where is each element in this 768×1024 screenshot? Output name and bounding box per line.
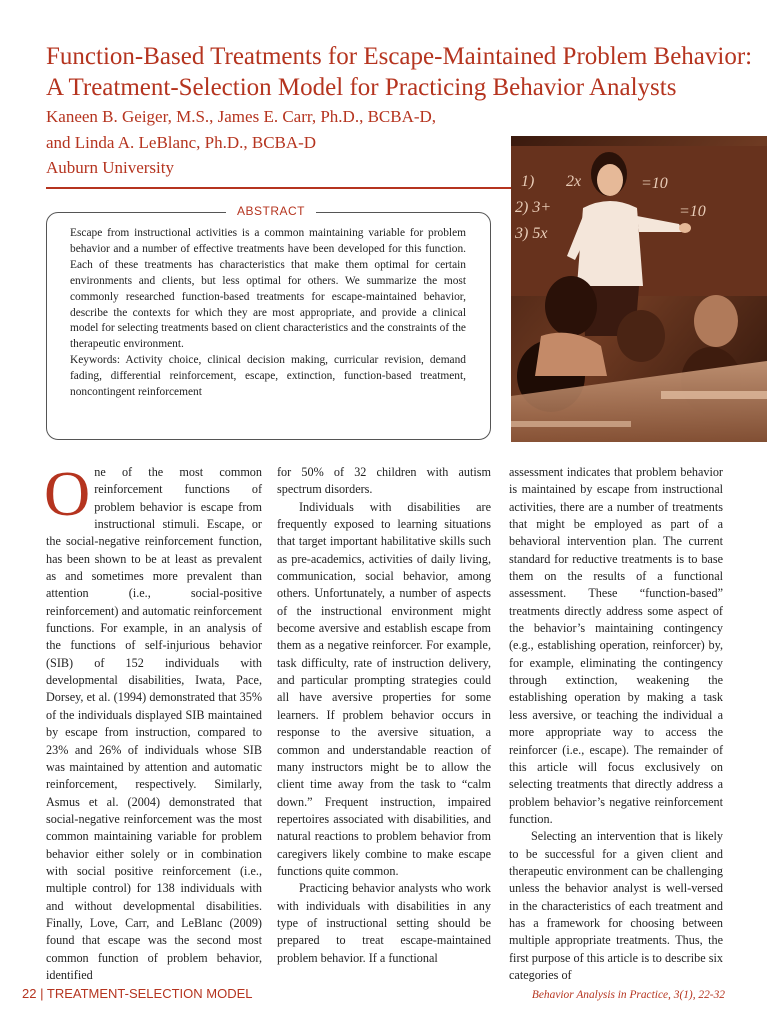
authors-line-1: Kaneen B. Geiger, M.S., James E. Carr, Ph.D., BCBA-D, xyxy=(46,107,437,126)
authors-line-2: and Linda A. LeBlanc, Ph.D., BCBA-D xyxy=(46,133,317,152)
board-text-3: =10 xyxy=(641,175,668,192)
footer-running-head xyxy=(22,985,253,1003)
board-text-5: =10 xyxy=(679,203,706,220)
board-text-4: 2) 3+ xyxy=(515,199,552,216)
col1-paragraph-1: ne of the most common reinforcement functions of problem behavior is escape from instructional stimuli. Escape, or the social-negative reinforcement function, has been shown to be at least as prevalent as and sometimes more prevalent than attention (i.e., social-positive reinforcement) and automatic reinforcement functions. For example, in an analysis of the functions of self-injurious behavior (SIB) of 152 individuals with developmental disabilities, Iwata, Pace, Dorsey, et al. (1994) demonstrated that 35% of the individuals displayed SIB maintained by escape from instruction, compared to 23% and 26% of individuals whose SIB was maintained by attention and automatic reinforcement, respectively. Similarly, Asmus et al. (2004) demonstrated that social-negative reinforcement was the most common maintaining variable for problem behavior either solely or in combination with social positive reinforcement (i.e., multiple control) for 138 individuals with and without developmental disabilities. Finally, Love, Carr, and LeBlanc (2009) found that escape was the second most common function of problem behavior, identified xyxy=(46,465,262,982)
header-rule xyxy=(46,187,511,189)
footer-separator: | xyxy=(40,986,44,1001)
body-column-1 xyxy=(44,458,262,984)
abstract-keywords: Keywords: Activity choice, clinical decision making, curricular revision, demand fading, differential reinforcement, escape, extinction, function-based treatment, noncontingent reinforcement xyxy=(70,354,466,399)
col3-paragraph-2: Selecting an intervention that is likely to be successful for a given client and therapeutic environment can be challenging unless the behavior analyst is well-versed in the characteristics of each treatment and has a framework for choosing between multiple appropriate treatments. Thus, the first purpose of this article is to describe six categories of xyxy=(509,829,723,982)
abstract-heading: ABSTRACT xyxy=(226,203,316,219)
classroom-photo xyxy=(511,136,767,442)
col2-paragraph-1: for 50% of 32 children with autism spectrum disorders. xyxy=(277,465,491,497)
abstract-text xyxy=(70,226,466,401)
article-title-line-2: A Treatment-Selection Model for Practicing Behavior Analysts xyxy=(46,74,677,101)
body-column-3 xyxy=(509,464,723,984)
col2-paragraph-3: Practicing behavior analysts who work with individuals with disabilities in any type of instructional setting should be prepared to treat escape-maintained problem behavior. If a functional xyxy=(277,881,491,965)
drop-cap: O xyxy=(44,458,91,529)
board-text-2: 2x xyxy=(566,173,582,190)
col2-paragraph-2: Individuals with disabilities are frequently exposed to learning situations that target important habilitative skills such as pre-academics, activities of daily living, communication, social behavior, among others. Unfortunately, a number of aspects of the instructional environment might become aversive and establish escape from them as a negative reinforcer. For example, task difficulty, rate of instruction delivery, and particular prompting strategies could all have aversive properties for some learners. If problem behavior occurs in response to the aversive situation, a common and understandable reaction of many instructors might be to allow the client time away from the task to “calm down.” Frequent instruction, impaired repertoires associated with disabilities, and natural reactions to problem behavior from caregivers likely combine to make escape functions quite common. xyxy=(277,499,491,878)
body-column-2 xyxy=(277,464,491,967)
page-number: 22 xyxy=(22,986,37,1001)
abstract-body: Escape from instructional activities is a common maintaining variable for problem behavior and a number of effective treatments have been developed for this function. Each of these treatments has characteristics that make them optimal for certain environments and clients, but less optimal for others. We summarize the most commonly researched function-based treatments for escape-maintained behavior, describe the contexts for which they are most appropriate, and provide a clinical model for selecting treatments based on client characteristics and the constraints of the therapeutic environment. xyxy=(70,227,466,351)
article-title-line-1: Function-Based Treatments for Escape-Maintained Problem Behavior: xyxy=(46,43,753,70)
board-text-6: 3) 5x xyxy=(515,225,548,242)
footer-citation: Behavior Analysis in Practice, 3(1), 22-32 xyxy=(531,989,725,1001)
col3-paragraph-1: assessment indicates that problem behavior is maintained by escape from instructional activities, there are a number of treatments that might be employed as part of a behavioral intervention plan. The current standard for reductive treatments is to base them on the results of a functional assessment. These “function-based” treatments directly address some aspect of the behavior’s maintaining contingency (e.g., establishing operation, reinforcer) by, for example, eliminating the contingency through extinction, weakening the establishing operation by making a task less aversive, or teaching the individual a more appropriate way to access the reinforcer (i.e., escape). The remainder of this article will focus exclusively on selecting treatments that directly address a problem behavior’s negative reinforcement function. xyxy=(509,465,723,826)
affiliation: Auburn University xyxy=(46,158,174,177)
running-head-title: TREATMENT-SELECTION MODEL xyxy=(46,986,253,1001)
board-text-1: 1) xyxy=(521,173,535,190)
